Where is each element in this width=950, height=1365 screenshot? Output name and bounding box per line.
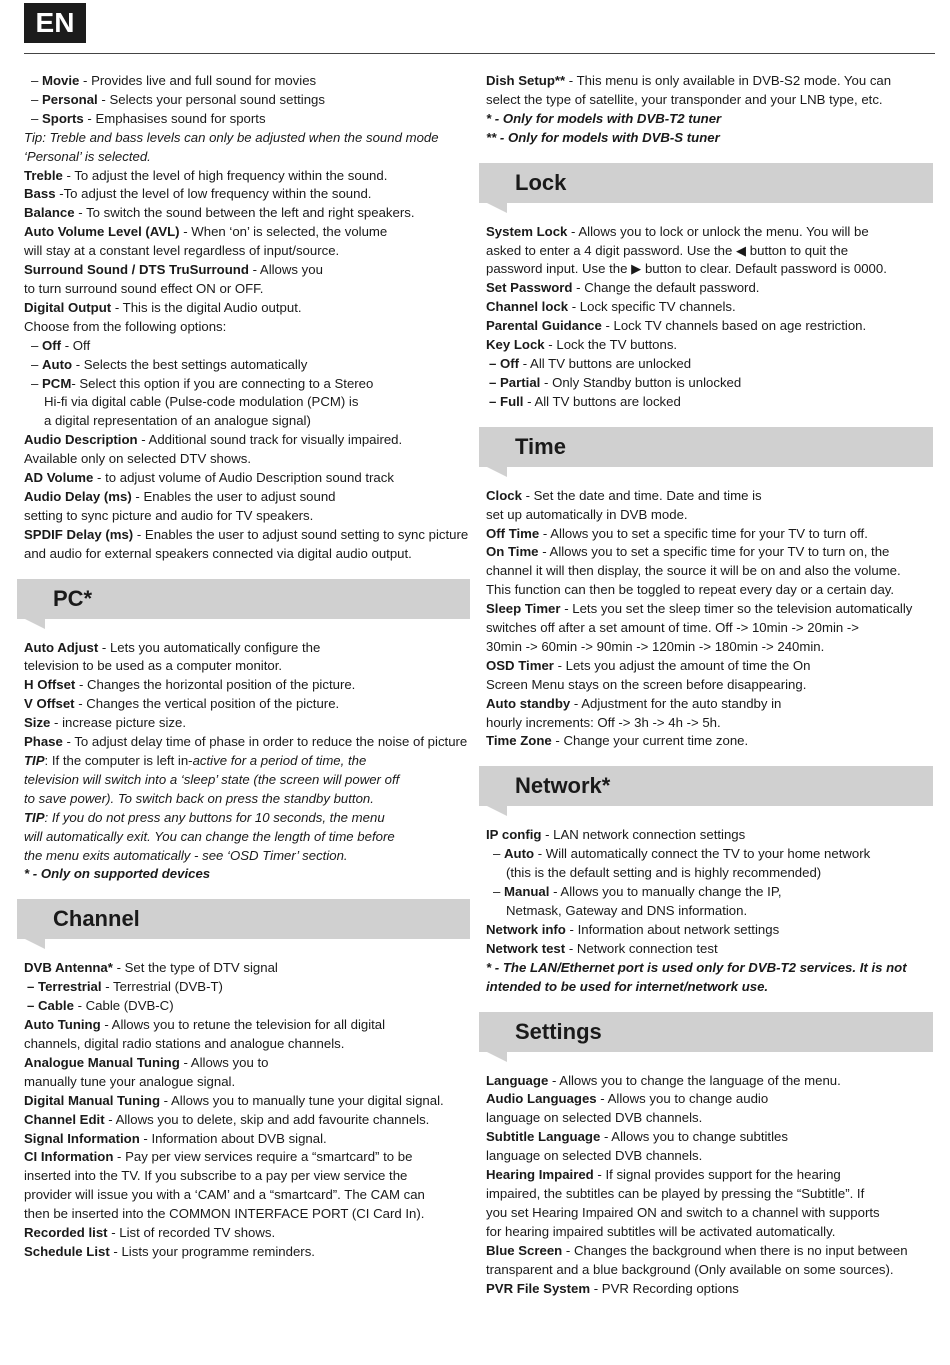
spdif-delay-item: SPDIF Delay (ms) - Enables the user to adjust sound setting to sync picture [24, 526, 469, 542]
subtitle-language-item: Subtitle Language - Allows you to change subtitles [486, 1129, 788, 1145]
key-lock-full: – Full - All TV buttons are locked [489, 393, 681, 409]
section-title: Time [515, 433, 566, 459]
system-lock-item-3: password input. Use the ▶ button to clear. Default password is 0000. [486, 261, 887, 277]
off-time-item: Off Time - Allows you to set a specific time for your TV to turn off. [486, 525, 868, 541]
dish-setup-item: Dish Setup** - This menu is only available in DVB-S2 mode. You can [486, 73, 892, 88]
ci-information-item-2: inserted into the TV. If you subscribe to a pay per view service the [24, 1168, 408, 1184]
on-time-item-2: channel it will then display, the source it will be on and also the volume. [486, 563, 901, 579]
section-title: Channel [53, 906, 140, 932]
channel-lock-item: Channel lock - Lock specific TV channels. [486, 299, 736, 315]
audio-delay-item-2: setting to sync picture and audio for TV speakers. [24, 507, 314, 523]
ip-config-item: IP config - LAN network connection settings [486, 827, 746, 843]
left-column [24, 72, 468, 1262]
audio-description-item-2: Available only on selected DTV shows. [24, 451, 251, 467]
clock-item-2: set up automatically in DVB mode. [486, 506, 688, 522]
subtitle-language-item-2: language on selected DVB channels. [486, 1148, 703, 1164]
network-footnote-2: intended to be used for internet/network use. [486, 978, 769, 994]
sleep-timer-item-3: 30min -> 60min -> 90min -> 120min -> 180min -> 240min. [486, 638, 825, 654]
digital-output-item: Digital Output - This is the digital Audio output. [24, 299, 302, 315]
pc-footnote: * - Only on supported devices [24, 866, 211, 882]
surround-item-2: to turn surround sound effect ON or OFF. [24, 280, 264, 296]
digout-pcm-2: Hi-fi via digital cable (Pulse-code modulation (PCM) is [44, 394, 359, 410]
section-header-time [479, 427, 933, 467]
section-title: Lock [515, 169, 567, 195]
clock-item: Clock - Set the date and time. Date and time is [486, 487, 762, 503]
surround-item: Surround Sound / DTS TruSurround - Allows you [24, 262, 323, 278]
antenna-cable: – Cable - Cable (DVB-C) [27, 998, 174, 1014]
blue-screen-item-2: transparent and a blue background (Only available on some sources). [486, 1261, 894, 1277]
auto-standby-item: Auto standby - Adjustment for the auto standby in [486, 695, 782, 711]
section-header-pc [17, 579, 470, 619]
osd-timer-item-2: Screen Menu stays on the screen before disappearing. [486, 676, 807, 692]
v-offset-item: V Offset - Changes the vertical position of the picture. [24, 696, 340, 712]
auto-adjust-item: Auto Adjust - Lets you automatically configure the [24, 639, 321, 655]
pc-tip-2: TIP: If you do not press any buttons for 10 seconds, the menu [24, 809, 385, 825]
auto-standby-item-2: hourly increments: Off -> 3h -> 4h -> 5h. [486, 714, 721, 730]
dish-setup-item-2: select the type of satellite, your transponder and your LNB type, etc. [486, 91, 883, 107]
dvb-antenna-item: DVB Antenna* - Set the type of DTV signal [24, 960, 278, 976]
network-footnote: * - The LAN/Ethernet port is used only for DVB-T2 services. It is not [486, 959, 907, 975]
language-badge: EN [24, 3, 86, 43]
sound-sports: – Sports - Emphasises sound for sports [31, 110, 266, 126]
audio-languages-item: Audio Languages - Allows you to change audio [486, 1091, 769, 1107]
ci-information-item-3: provider will issue you with a ‘CAM’ and a “smartcard”. The CAM can [24, 1187, 425, 1203]
digital-manual-tuning-item: Digital Manual Tuning - Allows you to manually tune your digital signal. [24, 1092, 444, 1108]
parental-guidance-item: Parental Guidance - Lock TV channels based on age restriction. [486, 318, 867, 334]
section-header-channel [17, 899, 470, 939]
header-rule [24, 53, 935, 54]
section-title: Network* [515, 773, 611, 799]
set-password-item: Set Password - Change the default password. [486, 280, 760, 296]
pc-tip-1-3: to save power). To switch back on press the standby button. [24, 790, 374, 806]
dvb-s-footnote: ** - Only for models with DVB-S tuner [486, 129, 720, 145]
section-header-settings [479, 1012, 933, 1052]
avl-item: Auto Volume Level (AVL) - When ‘on’ is selected, the volume [24, 224, 388, 240]
audio-delay-item: Audio Delay (ms) - Enables the user to adjust sound [24, 488, 336, 504]
ip-config-manual-2: Netmask, Gateway and DNS information. [506, 903, 748, 918]
pvr-file-system-item: PVR File System - PVR Recording options [486, 1280, 739, 1296]
section-title: Settings [515, 1018, 602, 1044]
ip-config-auto: – Auto - Will automatically connect the TV to your home network [493, 846, 871, 862]
hearing-impaired-item: Hearing Impaired - If signal provides support for the hearing [486, 1167, 841, 1183]
audio-description-item: Audio Description - Additional sound track for visually impaired. [24, 432, 403, 448]
antenna-terrestrial: – Terrestrial - Terrestrial (DVB-T) [27, 979, 223, 995]
section-title: PC* [53, 585, 93, 611]
digout-off: – Off - Off [31, 337, 91, 353]
blue-screen-item: Blue Screen - Changes the background when there is no input between [486, 1242, 908, 1258]
on-time-item-3: This function can then be toggled to repeat every day or a certain day. [486, 582, 895, 598]
time-zone-item: Time Zone - Change your current time zone. [486, 733, 749, 749]
dvb-t2-footnote: * - Only for models with DVB-T2 tuner [486, 110, 722, 126]
h-offset-item: H Offset - Changes the horizontal position of the picture. [24, 677, 356, 693]
network-info-item: Network info - Information about network settings [486, 921, 780, 937]
treble-item: Treble - To adjust the level of high frequency within the sound. [24, 167, 388, 183]
ip-config-auto-2: (this is the default setting and is highly recommended) [506, 865, 822, 881]
network-test-item: Network test - Network connection test [486, 940, 718, 956]
sleep-timer-item-2: switches off after a set amount of time. Off -> 10min -> 20min -> [486, 620, 859, 636]
signal-information-item: Signal Information - Information about DVB signal. [24, 1130, 327, 1146]
analogue-manual-tuning-item-2: manually tune your analogue signal. [24, 1073, 236, 1089]
sound-personal: – Personal - Selects your personal sound settings [31, 91, 325, 107]
sleep-timer-item: Sleep Timer - Lets you set the sleep timer so the television automatically [486, 601, 913, 617]
key-lock-off: – Off - All TV buttons are unlocked [489, 355, 692, 371]
key-lock-partial: – Partial - Only Standby button is unlocked [489, 374, 742, 390]
bass-item: Bass -To adjust the level of low frequency within the sound. [24, 186, 372, 202]
pc-tip-1: TIP: If the computer is left in-active for a period of time, the [24, 753, 367, 768]
recorded-list-item: Recorded list - List of recorded TV shows. [24, 1225, 276, 1241]
osd-timer-item: OSD Timer - Lets you adjust the amount of time the On [486, 657, 811, 673]
balance-item: Balance - To switch the sound between the left and right speakers. [24, 205, 415, 221]
auto-adjust-item-2: television to be used as a computer monitor. [24, 658, 283, 674]
digout-pcm: – PCM- Select this option if you are connecting to a Stereo [31, 375, 374, 391]
section-header-network [479, 766, 933, 806]
sound-movie: – Movie - Provides live and full sound for movies [31, 73, 317, 88]
auto-tuning-item-2: channels, digital radio stations and analogue channels. [24, 1035, 345, 1051]
phase-item: Phase - To adjust delay time of phase in order to reduce the noise of picture [24, 734, 468, 750]
language-item: Language - Allows you to change the language of the menu. [486, 1072, 841, 1088]
sound-tip-2: ‘Personal’ is selected. [24, 148, 151, 164]
auto-tuning-item: Auto Tuning - Allows you to retune the television for all digital [24, 1017, 386, 1033]
ci-information-item: CI Information - Pay per view services require a “smartcard” to be [24, 1149, 413, 1165]
pc-tip-2-3: the menu exits automatically - see ‘OSD Timer’ section. [24, 847, 348, 863]
ad-volume-item: AD Volume - to adjust volume of Audio Description sound track [24, 470, 394, 486]
schedule-list-item: Schedule List - Lists your programme reminders. [24, 1243, 315, 1259]
key-lock-item: Key Lock - Lock the TV buttons. [486, 337, 678, 353]
right-column [486, 72, 930, 1298]
hearing-impaired-item-4: for hearing impaired subtitles will be activated automatically. [486, 1223, 836, 1239]
system-lock-item-2: asked to enter a 4 digit password. Use the ◀ button to quit the [486, 242, 849, 258]
system-lock-item: System Lock - Allows you to lock or unlock the menu. You will be [486, 223, 869, 239]
hearing-impaired-item-3: you set Hearing Impaired ON and switch to a channel with supports [486, 1204, 880, 1220]
on-time-item: On Time - Allows you to set a specific time for your TV to turn on, the [486, 544, 890, 560]
pc-tip-1-2: television will switch into a ‘sleep’ state (the screen will power off [24, 771, 400, 787]
digout-pcm-3: a digital representation of an analogue signal) [44, 413, 311, 429]
audio-languages-item-2: language on selected DVB channels. [486, 1110, 703, 1126]
avl-item-2: will stay at a constant level regardless of input/source. [24, 243, 340, 259]
digital-output-choose: Choose from the following options: [24, 318, 227, 334]
pc-tip-2-2: will automatically exit. You can change the length of time before [24, 828, 395, 844]
hearing-impaired-item-2: impaired, the subtitles can be played by pressing the “Subtitle”. If [486, 1185, 865, 1201]
sound-tip: Tip: Treble and bass levels can only be adjusted when the sound mode [24, 129, 439, 145]
ip-config-manual: – Manual - Allows you to manually change the IP, [493, 884, 782, 900]
spdif-delay-item-2: and audio for external speakers connected via digital audio output. [24, 545, 412, 561]
channel-edit-item: Channel Edit - Allows you to delete, skip and add favourite channels. [24, 1111, 430, 1127]
section-header-lock [479, 163, 933, 203]
analogue-manual-tuning-item: Analogue Manual Tuning - Allows you to [24, 1054, 269, 1070]
ci-information-item-4: then be inserted into the COMMON INTERFACE PORT (CI Card In). [24, 1206, 425, 1222]
size-item: Size - increase picture size. [24, 715, 186, 731]
digout-auto: – Auto - Selects the best settings automatically [31, 356, 308, 372]
